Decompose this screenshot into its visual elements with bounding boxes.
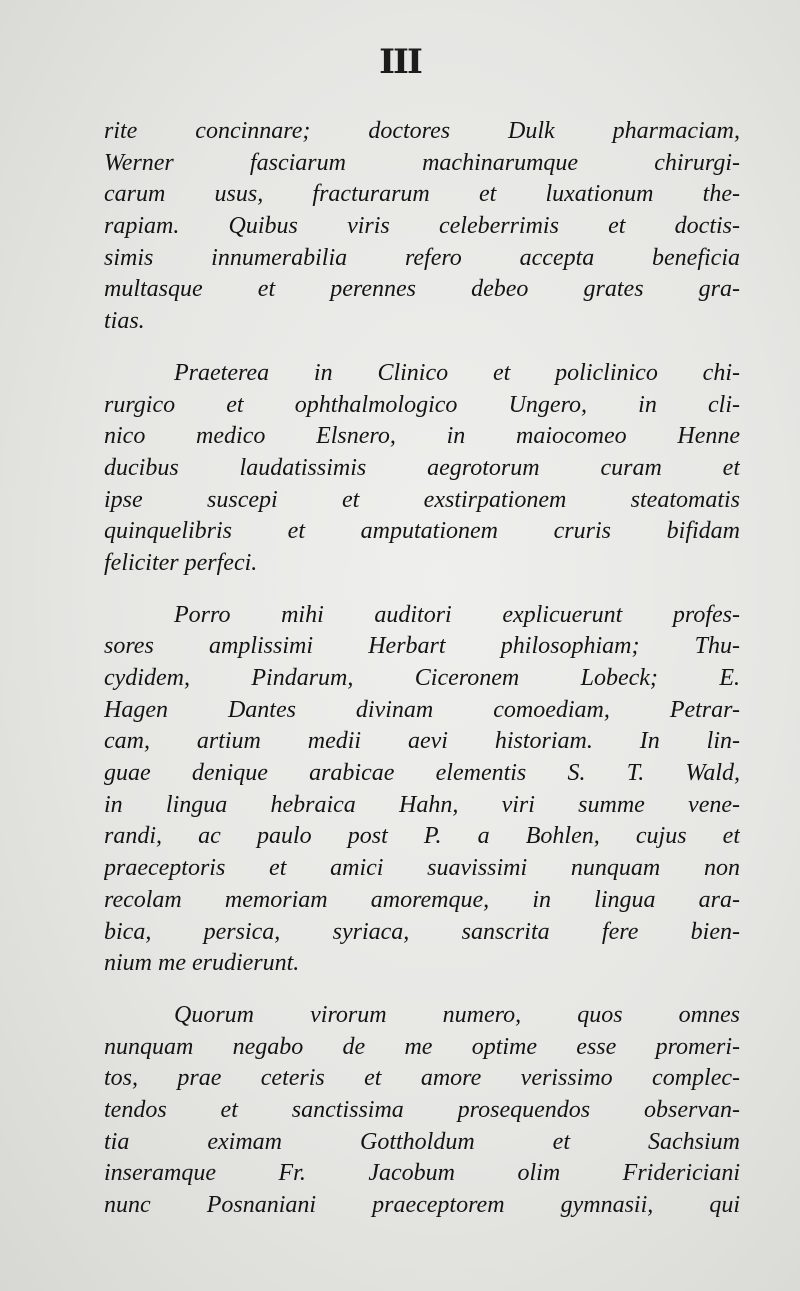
text-line: ducibus laudatissimis aegrotorum curam et xyxy=(104,454,740,481)
text-line: tia eximam Gottholdum et Sachsium xyxy=(104,1128,740,1155)
text-line: ipse suscepi et exstirpationem steatomatis xyxy=(104,486,740,513)
text-line: simis innumerabilia refero accepta beneficia xyxy=(104,244,740,271)
text-line: tendos et sanctissima prosequendos observan- xyxy=(104,1096,740,1123)
text-line: randi, ac paulo post P. a Bohlen, cujus et xyxy=(104,823,740,850)
text-line: nunquam negabo de me optime esse promeri- xyxy=(104,1033,740,1060)
text-line: Quorum virorum numero, quos omnes xyxy=(174,1001,740,1028)
text-line: inseramque Fr. Jacobum olim Fridericiani xyxy=(104,1160,740,1187)
paragraph xyxy=(104,116,740,338)
paragraph-gap xyxy=(104,580,740,600)
text-line: sores amplissimi Herbart philosophiam; Thu- xyxy=(104,633,740,660)
text-line: cam, artium medii aevi historiam. In lin- xyxy=(104,728,740,755)
text-line: nunc Posnaniani praeceptorem gymnasii, qui xyxy=(104,1192,740,1218)
text-line: bica, persica, syriaca, sanscrita fere bien- xyxy=(104,918,740,945)
text-line: praeceptoris et amici suavissimi nunquam non xyxy=(104,855,740,882)
text-line: multasque et perennes debeo grates gra- xyxy=(104,276,740,303)
text-line: guae denique arabicae elementis S. T. Wald, xyxy=(104,760,740,787)
text-line: rapiam. Quibus viris celeberrimis et doctis- xyxy=(104,213,740,240)
text-line: Porro mihi auditori explicuerunt profes- xyxy=(174,601,740,628)
text-line: Hagen Dantes divinam comoediam, Petrar- xyxy=(104,696,740,723)
text-line: cydidem, Pindarum, Ciceronem Lobeck; E. xyxy=(104,665,740,691)
text-line: tias. xyxy=(104,308,145,335)
paragraph xyxy=(104,1000,740,1222)
text-line: rurgico et ophthalmologico Ungero, in cli- xyxy=(104,391,740,418)
paragraph-gap xyxy=(104,980,740,1000)
text-line: Werner fasciarum machinarumque chirurgi- xyxy=(104,149,740,176)
text-line: recolam memoriam amoremque, in lingua ara- xyxy=(104,886,740,913)
text-line: nium me erudierunt. xyxy=(104,950,300,977)
paragraph xyxy=(104,600,740,980)
body-text xyxy=(104,116,740,1222)
paragraph xyxy=(104,358,740,580)
page-number: III xyxy=(379,42,421,82)
text-line: rite concinnare; doctores Dulk pharmaciam, xyxy=(104,118,740,144)
text-line: feliciter perfeci. xyxy=(104,549,258,576)
text-line: tos, prae ceteris et amore verissimo complec- xyxy=(104,1065,740,1092)
text-line: in lingua hebraica Hahn, viri summe vene- xyxy=(104,791,740,818)
text-line: nico medico Elsnero, in maiocomeo Henne xyxy=(104,423,740,450)
text-line: carum usus, fracturarum et luxationum the- xyxy=(104,181,740,208)
text-line: quinquelibris et amputationem cruris bifidam xyxy=(104,518,740,545)
paragraph-gap xyxy=(104,338,740,358)
text-line: Praeterea in Clinico et policlinico chi- xyxy=(174,359,740,386)
